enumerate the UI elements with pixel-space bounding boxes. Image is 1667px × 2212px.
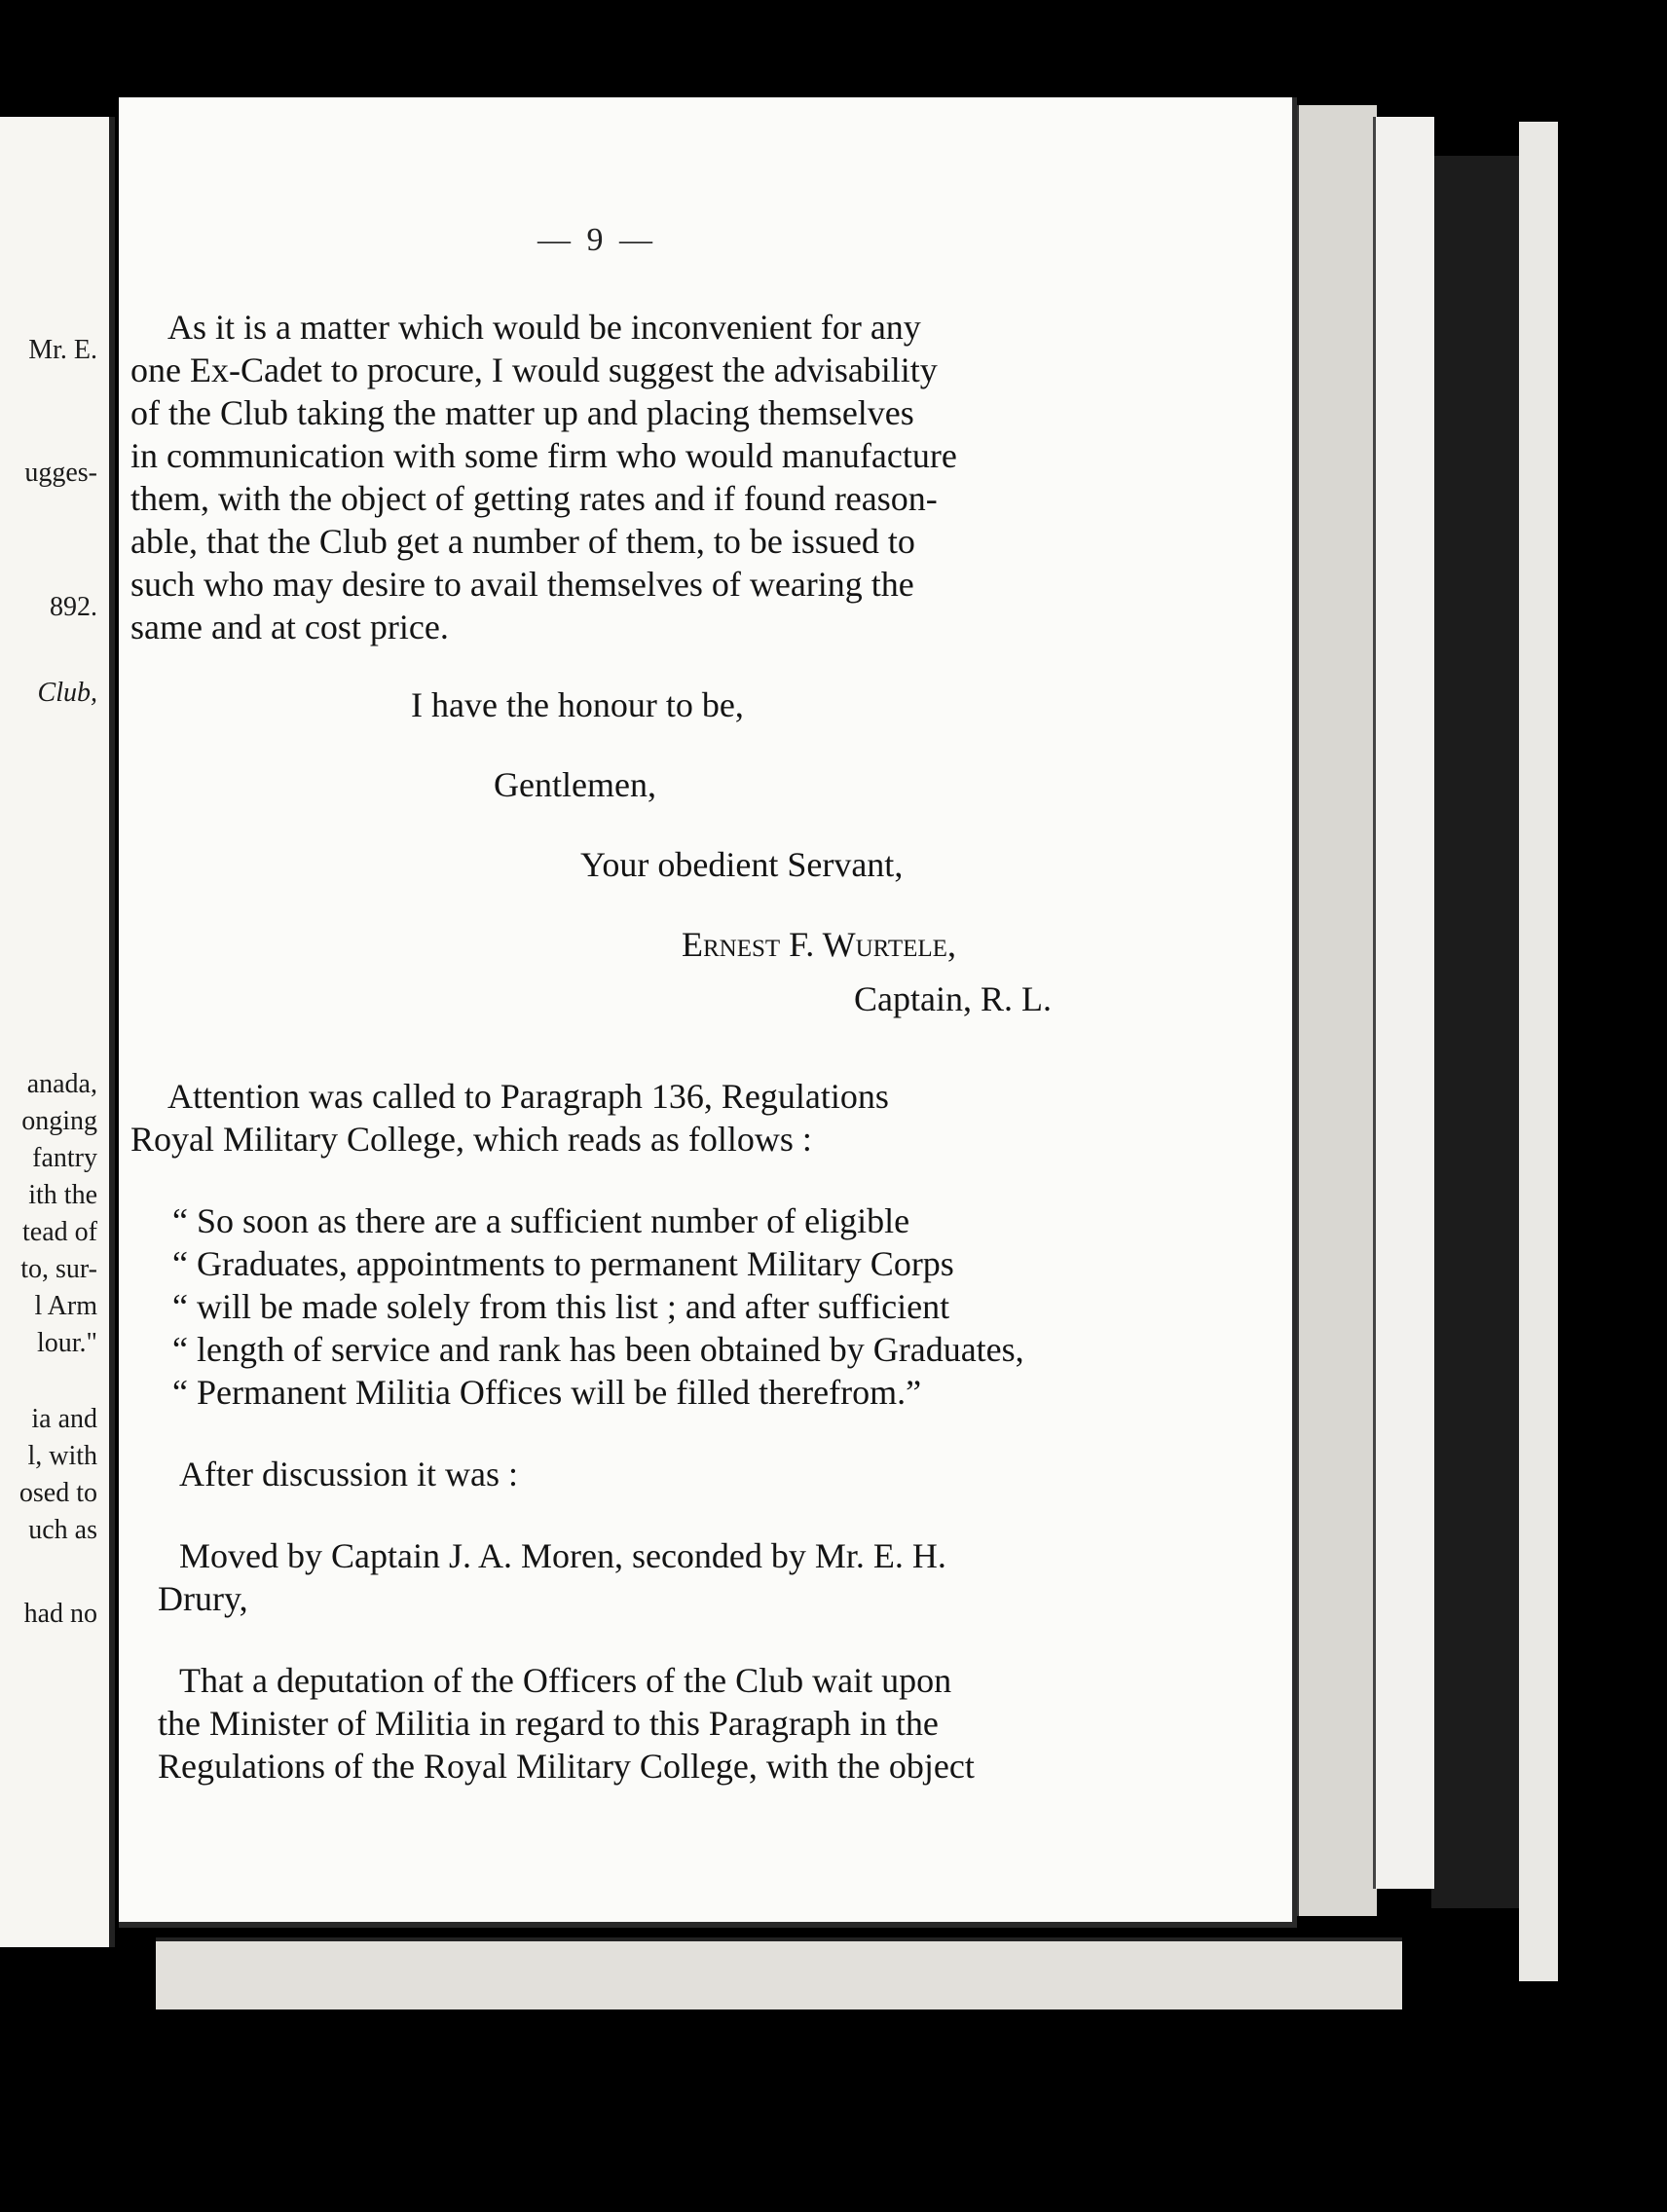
left-fragment: Club, [37,678,97,708]
left-fragment: 892. [50,592,97,622]
quote-line: “ So soon as there are a sufficient number of eligible [172,1201,910,1240]
quote-line: “ length of service and rank has been obtained by Graduates, [172,1330,1024,1369]
left-facing-page [0,117,115,1947]
signature: Ernest F. Wurtele, [682,925,956,964]
text-line: such who may desire to avail themselves of wearing the [130,565,914,604]
left-fragment: Mr. E. [28,335,97,365]
book-edge-shadow [1431,156,1519,1908]
page-number: — 9 — [537,222,656,258]
left-fragment: lour." [37,1328,97,1358]
text-line: Royal Military College, which reads as follows : [130,1120,812,1159]
closing-line: I have the honour to be, [411,685,744,724]
closing-servant: Your obedient Servant, [580,845,904,884]
quote-line: “ Graduates, appointments to permanent Military Corps [172,1244,954,1283]
text-line: Drury, [158,1579,248,1618]
left-fragment: ia and [31,1404,97,1434]
text-line: the Minister of Militia in regard to this Paragraph in the [158,1704,939,1743]
after-discussion: After discussion it was : [179,1455,518,1493]
text-line: That a deputation of the Officers of the Club wait upon [179,1661,952,1700]
signatory-rank: Captain, R. L. [854,979,1052,1018]
left-fragment: uch as [28,1515,97,1545]
text-line: Regulations of the Royal Military College, with the object [158,1747,975,1786]
left-fragment: l Arm [34,1291,97,1321]
text-line: same and at cost price. [130,608,449,646]
page-edge [1295,105,1377,1916]
left-fragment: osed to [19,1478,97,1508]
text-line: As it is a matter which would be inconvenient for any [167,308,921,347]
left-fragment: to, sur- [20,1254,97,1284]
text-line: Attention was called to Paragraph 136, Regulations [167,1077,889,1116]
left-fragment: had no [23,1599,97,1629]
quote-line: “ Permanent Militia Offices will be filled therefrom.” [172,1373,922,1412]
book-page [119,97,1297,1928]
left-fragment: tead of [22,1217,97,1247]
closing-salutation: Gentlemen, [494,765,656,804]
text-line: them, with the object of getting rates and if found reason- [130,479,938,518]
quote-line: “ will be made solely from this list ; and after sufficient [172,1287,950,1326]
text-line: able, that the Club get a number of them, to be issued to [130,522,915,561]
text-line: in communication with some firm who would manufacture [130,436,957,475]
left-fragment: onging [21,1106,97,1136]
text-line: Moved by Captain J. A. Moren, seconded by Mr. E. H. [179,1536,946,1575]
left-fragment: l, with [27,1441,97,1471]
text-line: one Ex-Cadet to procure, I would suggest the advisability [130,350,938,389]
page-edge [1373,117,1434,1889]
page-bottom-edge [156,1937,1402,2009]
left-fragment: ugges- [24,458,97,488]
text-line: of the Club taking the matter up and placing themselves [130,393,914,432]
left-fragment: fantry [32,1143,97,1173]
left-fragment: ith the [28,1180,97,1210]
left-fragment: anada, [26,1069,97,1099]
page-edge [1519,122,1558,1981]
